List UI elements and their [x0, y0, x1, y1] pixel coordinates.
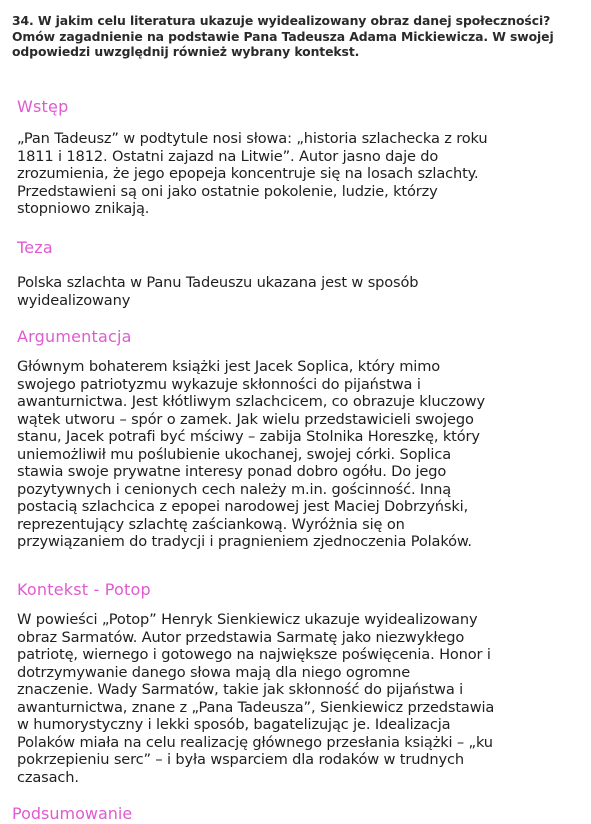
intro-line: stopniowo znikają.: [17, 200, 150, 217]
thesis-line: wyidealizowany: [17, 291, 131, 309]
context-line: w humorystyczny i lekki sposób, bagatelizując je. Idealizacja: [17, 716, 451, 733]
argumentation-line: Głównym bohaterem książki jest Jacek Soplica, który mimo: [17, 358, 441, 375]
context-line: W powieści „Potop” Henryk Sienkiewicz ukazuje wyidealizowany: [17, 611, 478, 628]
context-paragraph: [17, 611, 579, 786]
argumentation-line: reprezentujący szlachtę zaściankową. Wyróżnia się on: [17, 515, 405, 533]
thesis-line: Polska szlachta w Panu Tadeuszu ukazana jest w sposób: [17, 274, 419, 291]
intro-line: Przedstawieni są oni jako ostatnie pokolenie, ludzie, którzy: [17, 182, 438, 200]
argumentation-heading: Argumentacja: [17, 327, 132, 346]
argumentation-line: awanturnictwa. Jest kłótliwym szlachcicem, co obrazuje kluczowy: [17, 393, 485, 410]
context-line: patriotę, wiernego i gotowego na największe poświęcenia. Honor i: [17, 646, 491, 663]
argumentation-line: stanu, Jacek potrafi być mściwy – zabija Stolnika Horeszkę, który: [17, 428, 480, 445]
context-line: czasach.: [17, 768, 79, 786]
context-line: awanturnictwa, znane z „Pana Tadeusza”, Sienkiewicz przedstawia: [17, 698, 495, 716]
argumentation-line: stawia swoje prywatne interesy ponad dobro ogółu. Do jego: [17, 463, 447, 480]
question-line: Omów zagadnienie na podstawie Pana Tadeusza Adama Mickiewicza. W swojej: [12, 28, 554, 44]
context-line: dotrzymywanie danego słowa mają dla niego ogromne: [17, 663, 411, 681]
question-line: odpowiedzi uwzględnij również wybrany kontekst.: [12, 44, 360, 59]
context-line: Polaków miała na celu realizację głównego przesłania książki – „ku: [17, 733, 493, 751]
intro-line: 1811 i 1812. Ostatni zajazd na Litwie”. Autor jasno daje do: [17, 147, 439, 165]
context-line: pokrzepieniu serc” – i była wsparciem dla rodaków w trudnych: [17, 751, 464, 768]
argumentation-line: postacią szlachcica z epopei narodowej jest Maciej Dobrzyński,: [17, 498, 469, 515]
context-heading: Kontekst - Potop: [17, 580, 151, 599]
argumentation-paragraph: [17, 358, 579, 551]
argumentation-line: swojego patriotyzmu wykazuje skłonności do pijaństwa i: [17, 375, 421, 393]
context-line: obraz Sarmatów. Autor przedstawia Sarmatę jako niezwykłego: [17, 628, 465, 646]
summary-heading: Podsumowanie: [12, 804, 133, 823]
intro-paragraph: [17, 130, 579, 218]
question-line: 34. W jakim celu literatura ukazuje wyidealizowany obraz danej społeczności?: [12, 13, 551, 28]
argumentation-line: przywiązaniem do tradycji i pragnieniem zjednoczenia Polaków.: [17, 533, 472, 550]
thesis-paragraph: [17, 274, 579, 309]
context-line: znaczenie. Wady Sarmatów, takie jak skłonność do pijaństwa i: [17, 681, 464, 698]
thesis-heading: Teza: [17, 238, 53, 257]
intro-line: „Pan Tadeusz” w podtytule nosi słowa: „historia szlachecka z roku: [17, 130, 488, 147]
argumentation-line: wątek utworu – spór o zamek. Jak wielu przedstawicieli swojego: [17, 410, 474, 428]
intro-line: zrozumienia, że jego epopeja koncentruje się na losach szlachty.: [17, 165, 479, 182]
question-text: [12, 13, 584, 60]
argumentation-line: uniemożliwił mu poślubienie ukochanej, swojej córki. Soplica: [17, 445, 451, 463]
argumentation-line: pozytywnych i cenionych cech należy m.in. gościnność. Inną: [17, 480, 452, 498]
intro-heading: Wstęp: [17, 97, 69, 116]
